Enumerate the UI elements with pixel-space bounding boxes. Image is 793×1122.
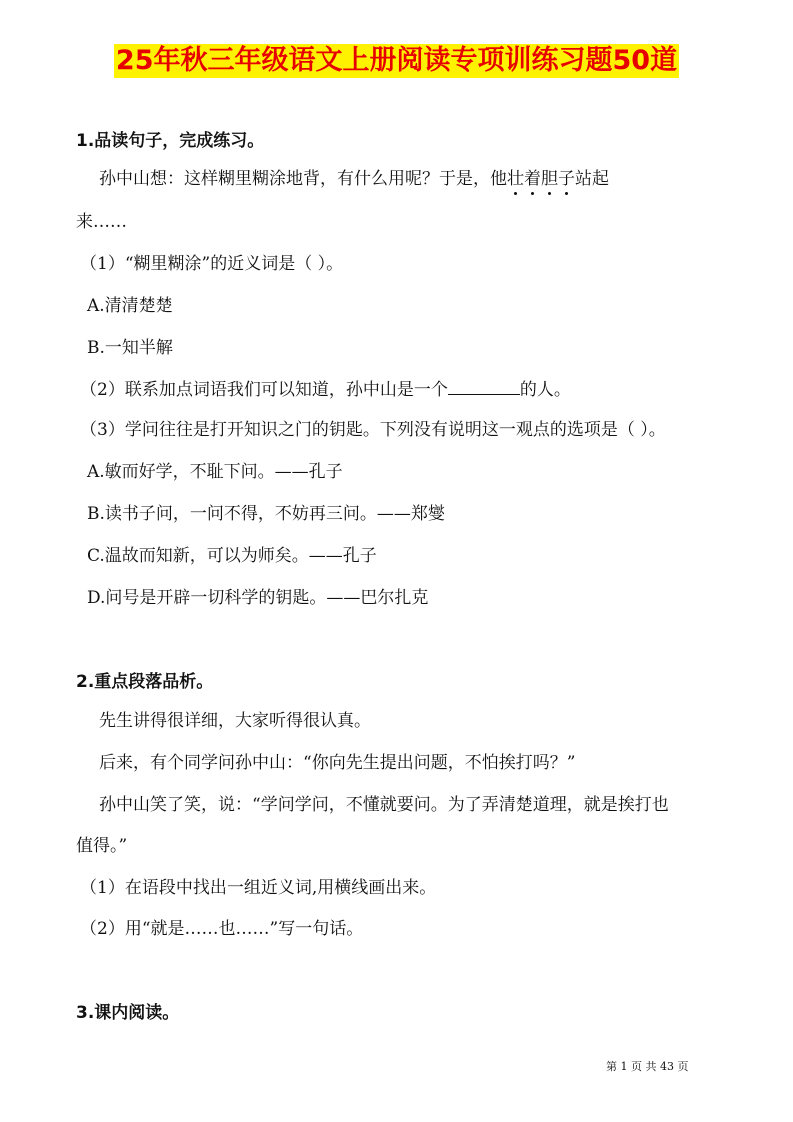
q2-sub2: （2）用“就是……也……”写一句话。 [80,919,364,939]
q1-sub3-option-c: C.温故而知新，可以为师矣。——孔子 [87,546,377,566]
q2-para1: 先生讲得很详细，大家听得很认真。 [99,711,371,731]
q1-passage-part2: 站起 [575,169,609,189]
q1-sub3-option-d: D.问号是开辟一切科学的钥匙。——巴尔扎克 [87,588,429,608]
dotted-char: 着 [524,169,541,189]
answer-blank[interactable] [448,378,520,395]
q1-sub1-option-b: B.一知半解 [87,338,173,358]
q1-sub3: （3）学问往往是打开知识之门的钥匙。下列没有说明这一观点的选项是（ ）。 [80,420,666,440]
page-number: 第 1 页 共 43 页 [606,1060,689,1073]
q2-para2: 后来，有个同学问孙中山：“你向先生提出问题，不怕挨打吗？” [99,753,576,773]
q1-passage-part1: 孙中山想：这样糊里糊涂地背，有什么用呢？于是，他 [99,169,507,189]
q1-passage-line1 [99,168,609,190]
q1-heading: 1.品读句子，完成练习。 [76,131,265,151]
q1-sub3-option-a: A.敏而好学，不耻下问。——孔子 [87,462,343,482]
dotted-char: 壮 [507,169,524,189]
q1-sub3-option-b: B.读书子问，一问不得，不妨再三问。——郑燮 [87,504,445,524]
q2-para3-line1: 孙中山笑了笑，说：“学问学问，不懂就要问。为了弄清楚道理，就是挨打也 [99,795,669,815]
q1-sub1-option-a: A.清清楚楚 [87,296,173,316]
q1-sub2 [80,378,571,401]
q2-para3-line2: 值得。” [76,836,128,856]
q1-sub1: （1）“糊里糊涂”的近义词是（ ）。 [80,254,344,274]
q1-sub2-after: 的人。 [519,380,571,400]
q1-sub2-before: （2）联系加点词语我们可以知道，孙中山是一个 [80,380,448,400]
title-container [0,44,793,78]
dotted-char: 胆 [541,169,558,189]
page-title: 25年秋三年级语文上册阅读专项训练习题50道 [115,45,678,76]
q3-heading: 3.课内阅读。 [76,1003,180,1023]
q2-heading: 2.重点段落品析。 [76,672,214,692]
dotted-char: 子 [558,169,575,189]
q1-passage-line2: 来…… [76,212,127,232]
q2-sub1: （1）在语段中找出一组近义词,用横线画出来。 [80,878,437,898]
